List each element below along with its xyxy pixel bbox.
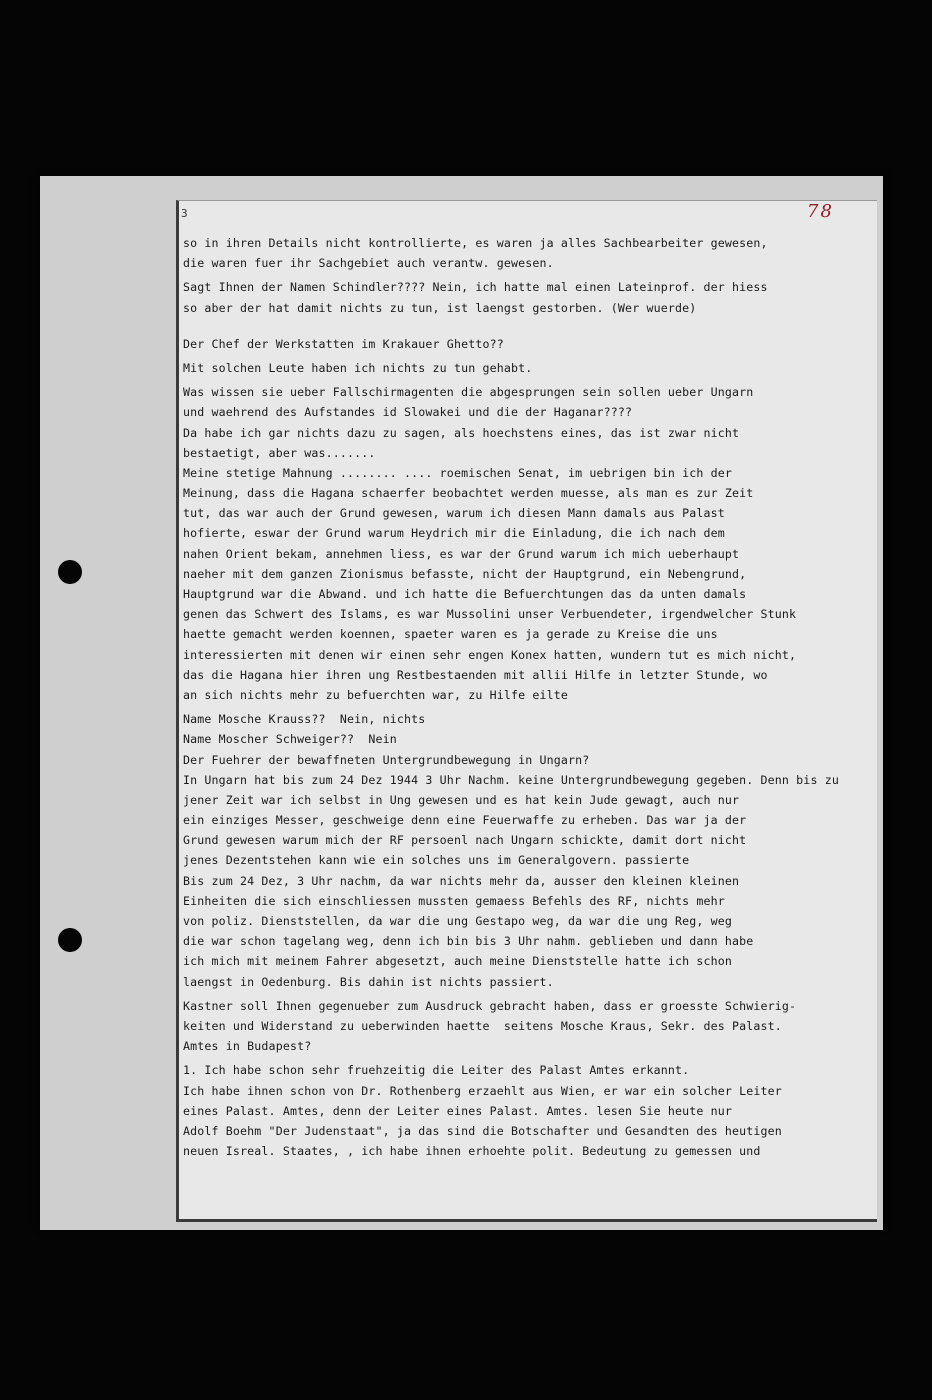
text-line: nahen Orient bekam, annehmen liess, es war der Grund warum ich mich ueberhaupt xyxy=(183,546,740,561)
text-line: Ich habe ihnen schon von Dr. Rothenberg erzaehlt aus Wien, er war ein solcher Leiter xyxy=(183,1083,782,1098)
text-line: und waehrend des Aufstandes id Slowakei und die der Haganar???? xyxy=(183,405,633,420)
text-line: ich mich mit meinem Fahrer abgesetzt, auch meine Dienststelle hatte ich schon xyxy=(183,954,733,969)
text-line: Da habe ich gar nichts dazu zu sagen, als hoechstens eines, das ist zwar nicht xyxy=(183,425,740,440)
text-line: keiten und Widerstand zu ueberwinden haette seitens Mosche Kraus, Sekr. des Palast. xyxy=(183,1018,782,1033)
text-line: neuen Isreal. Staates, , ich habe ihnen erhoehte polit. Bedeutung zu gemessen und xyxy=(183,1144,761,1159)
text-line: die war schon tagelang weg, denn ich bin bis 3 Uhr nahm. geblieben und dann habe xyxy=(183,934,754,949)
text-line: tut, das war auch der Grund gewesen, warum ich diesen Mann damals aus Palast xyxy=(183,506,725,521)
text-line: die waren fuer ihr Sachgebiet auch verantw. gewesen. xyxy=(183,256,554,271)
text-line: interessierten mit denen wir einen sehr engen Konex hatten, wundern tut es mich nicht, xyxy=(183,647,797,662)
text-line: so in ihren Details nicht kontrollierte, es waren ja alles Sachbearbeiter gewesen, xyxy=(183,236,768,250)
paragraph xyxy=(183,709,873,992)
text-line: Name Moscher Schweiger?? Nein xyxy=(183,732,397,747)
text-line: 1. Ich habe schon sehr fruehzeitig die Leiter des Palast Amtes erkannt. xyxy=(183,1063,690,1078)
text-line: naeher mit dem ganzen Zionismus befasste, nicht der Hauptgrund, ein Nebengrund, xyxy=(183,566,747,581)
text-line: In Ungarn hat bis zum 24 Dez 1944 3 Uhr Nachm. keine Untergrundbewegung gegeben. Denn bis zu xyxy=(183,772,839,787)
text-line: so aber der hat damit nichts zu tun, ist laengst gestorben. (Wer wuerde) xyxy=(183,300,697,315)
text-line: Hauptgrund war die Abwand. und ich hatte die Befuerchtungen das da unten damals xyxy=(183,587,747,601)
photocopy-page xyxy=(176,200,877,1222)
paragraph xyxy=(183,233,873,273)
paragraph xyxy=(183,996,873,1057)
text-line: Mit solchen Leute haben ich nichts zu tun gehabt. xyxy=(183,360,533,375)
text-line: Name Mosche Krauss?? Nein, nichts xyxy=(183,712,426,727)
text-line: Einheiten die sich einschliessen mussten gemaess Befehls des RF, nichts mehr xyxy=(183,893,725,908)
text-line: Amtes in Budapest? xyxy=(183,1039,312,1054)
text-line: laengst in Oedenburg. Bis dahin ist nichts passiert. xyxy=(183,974,554,989)
folio-number: 78 xyxy=(807,201,834,222)
text-line: ein einziges Messer, geschweige denn eine Feuerwaffe zu erheben. Das war ja der xyxy=(183,813,747,828)
text-line: Adolf Boehm "Der Judenstaat", ja das sind die Botschafter und Gesandten des heutigen xyxy=(183,1123,782,1138)
text-line: haette gemacht werden koennen, spaeter waren es ja gerade zu Kreise die uns xyxy=(183,627,718,642)
text-line: Meinung, dass die Hagana schaerfer beobachtet werden muesse, als man es zur Zeit xyxy=(183,486,754,501)
paragraph xyxy=(183,334,873,354)
text-line: an sich nichts mehr zu befuerchten war, zu Hilfe eilte xyxy=(183,687,569,702)
text-line: Bis zum 24 Dez, 3 Uhr nachm, da war nichts mehr da, ausser den kleinen kleinen xyxy=(183,873,740,888)
text-line: eines Palast. Amtes, denn der Leiter eines Palast. Amtes. lesen Sie heute nur xyxy=(183,1103,733,1118)
text-line: Was wissen sie ueber Fallschirmagenten die abgesprungen sein sollen ueber Ungarn xyxy=(183,385,754,400)
document-sheet xyxy=(40,176,883,1230)
punch-hole xyxy=(58,928,82,952)
text-line: jenes Dezentstehen kann wie ein solches uns im Generalgovern. passierte xyxy=(183,853,690,868)
text-line: von poliz. Dienststellen, da war die ung Gestapo weg, da war die ung Reg, weg xyxy=(183,914,733,928)
text-line: Meine stetige Mahnung ........ .... roemischen Senat, im uebrigen bin ich der xyxy=(183,465,733,480)
punch-hole xyxy=(58,560,82,584)
text-line: Der Chef der Werkstatten im Krakauer Ghetto?? xyxy=(183,336,504,351)
text-line: genen das Schwert des Islams, es war Mussolini unser Verbuendeter, irgendwelcher Stunk xyxy=(183,607,797,622)
text-line: hofierte, eswar der Grund warum Heydrich mir die Einladung, die ich nach dem xyxy=(183,526,725,541)
text-line: jener Zeit war ich selbst in Ung gewesen und es hat kein Jude gewagt, auch nur xyxy=(183,792,740,807)
paragraph xyxy=(183,277,873,317)
paragraph xyxy=(183,1060,873,1161)
text-line: das die Hagana hier ihren ung Restbestaenden mit allii Hilfe in letzter Stunde, wo xyxy=(183,667,768,682)
typed-text xyxy=(183,233,873,1161)
text-line: Sagt Ihnen der Namen Schindler???? Nein, ich hatte mal einen Lateinprof. der hiess xyxy=(183,280,768,295)
text-line: Kastner soll Ihnen gegenueber zum Ausdruck gebracht haben, dass er groesste Schwierig- xyxy=(183,998,797,1013)
page-number: 3 xyxy=(181,207,188,220)
paragraph xyxy=(183,358,873,378)
paragraph xyxy=(183,382,873,705)
text-line: Der Fuehrer der bewaffneten Untergrundbewegung in Ungarn? xyxy=(183,752,590,767)
text-line: bestaetigt, aber was....... xyxy=(183,445,376,460)
text-line: Grund gewesen warum mich der RF persoenl nach Ungarn schickte, damit dort nicht xyxy=(183,833,747,848)
